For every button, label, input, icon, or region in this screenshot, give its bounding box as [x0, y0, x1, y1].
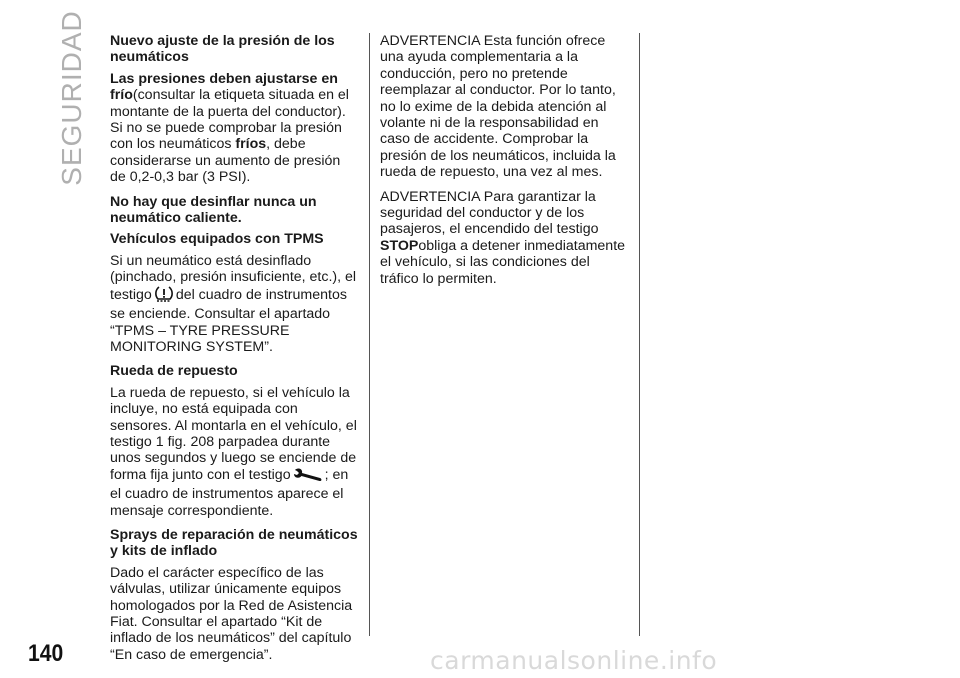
paragraph-tpms — [110, 253, 360, 355]
heading-no-deflate: No hay que desinflar nunca un neumático caliente. — [110, 193, 317, 227]
text-pressure-increase: , debe considerarse un aumento de presión de 0,2-0,3 bar (3 PSI). — [110, 136, 341, 186]
column-divider-left — [369, 33, 370, 636]
wrench-icon — [293, 468, 323, 486]
paragraph-cold-pressure — [110, 71, 360, 186]
watermark: carmanualsonline.info — [430, 646, 718, 675]
text-tpms-a: Si un neumático está desinflado (pinchado, presión insuficiente, etc.), el testigo — [110, 252, 357, 303]
heading-pressure-adjust: Nuevo ajuste de la presión de los neumáticos — [110, 33, 335, 66]
bold-cold-adjust: Las presiones deben ajustarse en frío — [110, 70, 338, 104]
heading-repair-sprays: Sprays de reparación de neumáticos y kits de inflado — [110, 526, 358, 560]
bold-frios: fríos — [235, 136, 267, 153]
text-tpms-b: del cuadro de instrumentos se enciende. Consultar el apartado “TPMS – TYRE PRESSURE MONITORING SYSTEM”. — [110, 286, 347, 355]
bold-stop: STOP — [380, 237, 419, 254]
warning-driving-aid: ADVERTENCIA Esta función ofrece una ayuda complementaria a la conducción, pero no pretende reemplazar al conductor. Por lo tanto, no lo exime de la debida atención al volante ni de la responsabilidad en caso de accidente. Comprobar la presión de los neumáticos, incluida la rueda de repuesto, una vez al mes. — [380, 33, 616, 181]
section-title-text: SEGURIDAD — [56, 10, 87, 186]
text-spare-a: La rueda de repuesto, si el vehículo la incluye, no está equipada con sensores. Al montarla en el vehículo, el testigo 1 fig. 208 parpadea durante unos segundos y luego se enciende de forma fija junto con el testigo — [110, 384, 357, 483]
heading-tpms: Vehículos equipados con TPMS — [110, 231, 324, 248]
text-column-left — [110, 33, 360, 671]
text-column-right — [380, 33, 630, 295]
text-warning-a: ADVERTENCIA Para garantizar la seguridad del conductor y de los pasajeros, el encendido del testigo — [380, 188, 599, 238]
text-label-ref: (consultar la etiqueta situada en el montante de la puerta del conductor). Si no se puede comprobar la presión con los neumáticos — [110, 87, 349, 153]
text-warning-b: obliga a detener inmediatamente el vehículo, si las condiciones del tráfico lo permiten. — [380, 237, 626, 287]
column-divider-right — [639, 33, 640, 636]
warning-stop-light — [380, 189, 630, 287]
tire-pressure-warning-icon — [154, 286, 174, 306]
paragraph-spare-wheel — [110, 385, 360, 519]
heading-spare-wheel: Rueda de repuesto — [110, 363, 238, 380]
paragraph-repair-sprays: Dado el carácter específico de las válvulas, utilizar únicamente equipos homologados por la Red de Asistencia Fiat. Consultar el apartado “Kit de inflado de los neumáticos” del capítulo “En caso de emergencia”. — [110, 564, 353, 663]
page-number: 140 — [28, 640, 64, 667]
text-spare-b: ; en el cuadro de instrumentos aparece el mensaje correspondiente. — [110, 466, 349, 519]
section-title-vertical — [52, 10, 92, 186]
